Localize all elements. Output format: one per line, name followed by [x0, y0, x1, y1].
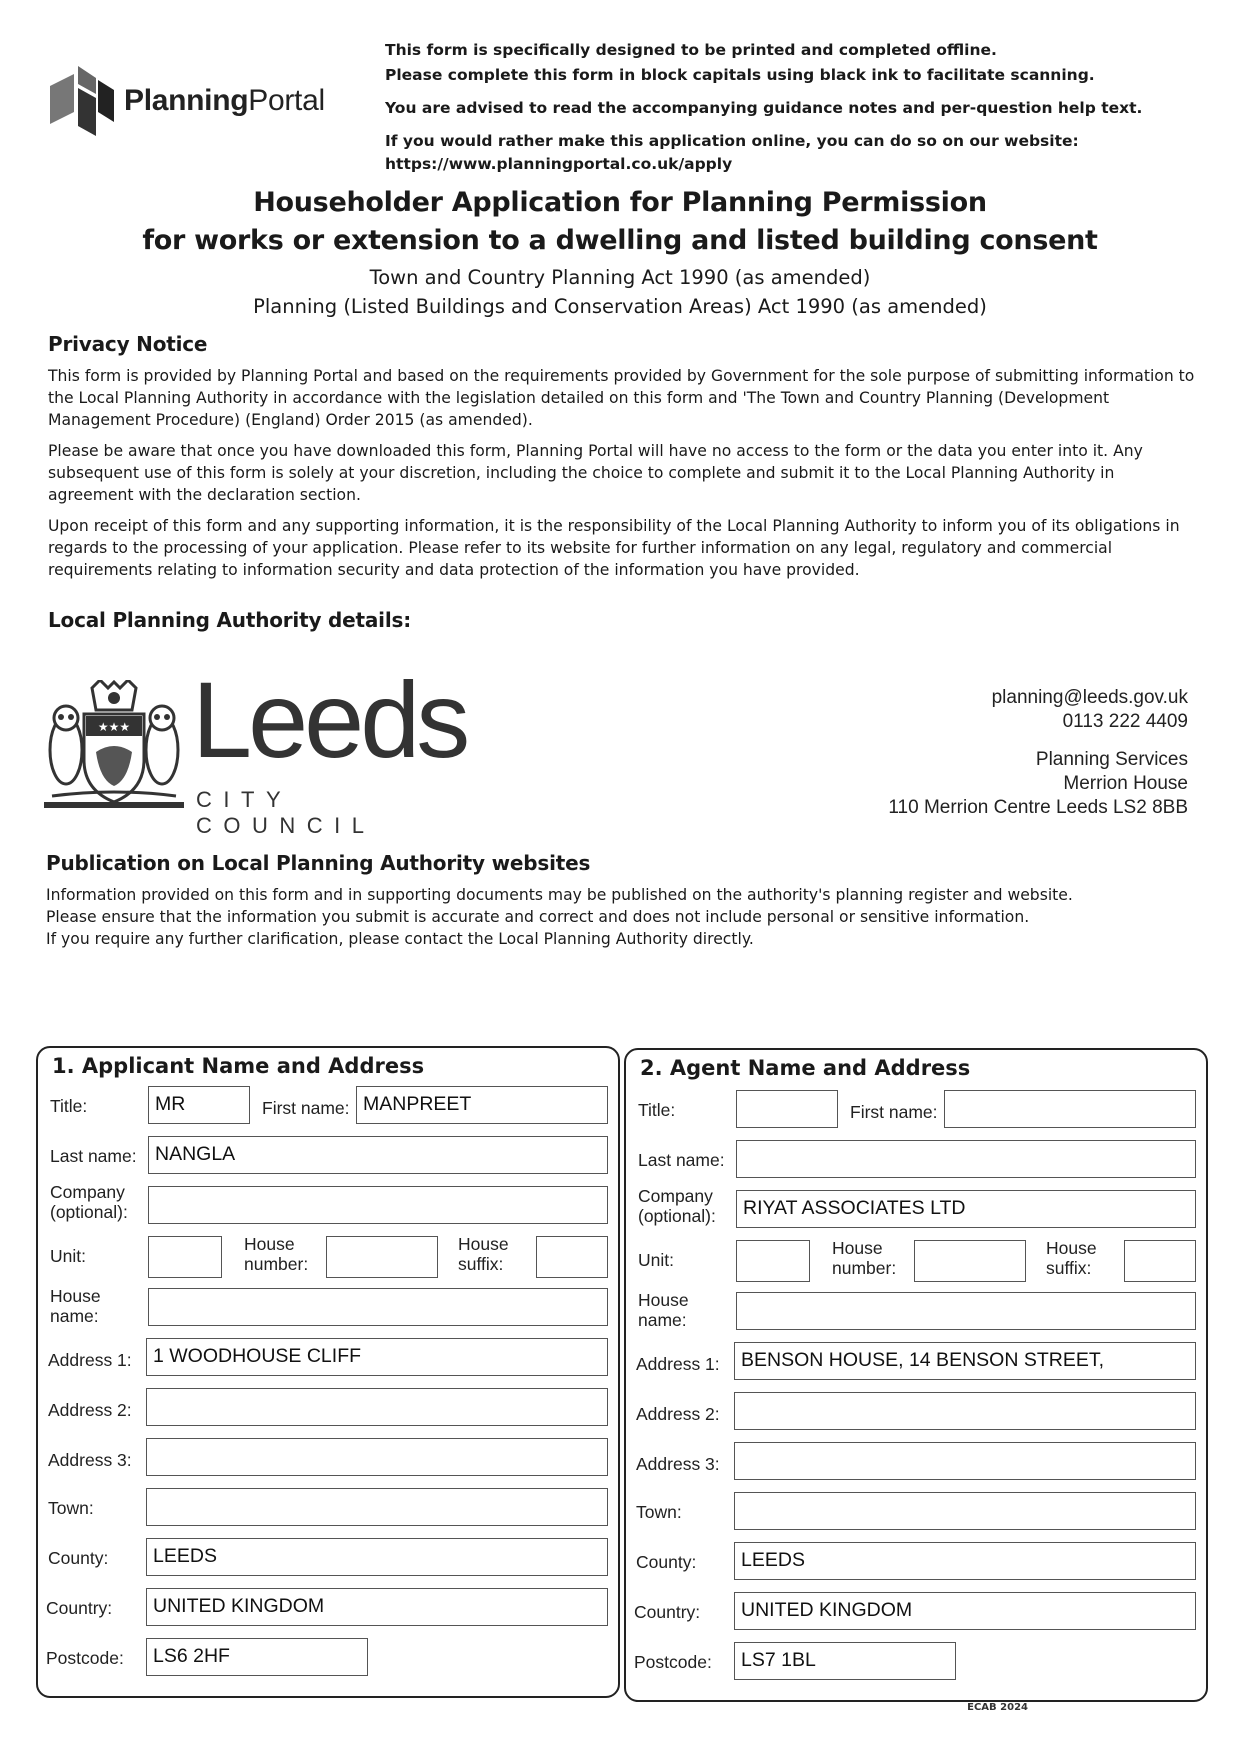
company-label	[638, 1186, 716, 1226]
leeds-crest-icon	[44, 680, 184, 812]
applicant-last-name-field[interactable]: NANGLA	[148, 1136, 608, 1174]
postcode-label: Postcode:	[634, 1652, 712, 1672]
house-number-label-line2: number:	[832, 1258, 897, 1278]
address2-label: Address 2:	[636, 1404, 720, 1424]
agent-house-number-field[interactable]	[914, 1240, 1026, 1282]
applicant-section	[36, 1046, 620, 1698]
instruction-url[interactable]: https://www.planningportal.co.uk/apply	[385, 155, 733, 173]
agent-heading: 2. Agent Name and Address	[640, 1056, 971, 1080]
lpa-email[interactable]: planning@leeds.gov.uk	[991, 687, 1188, 708]
applicant-postcode-field[interactable]: LS6 2HF	[146, 1638, 368, 1676]
applicant-title-field[interactable]: MR	[148, 1086, 250, 1124]
house-suffix-label	[1046, 1238, 1097, 1278]
address1-label: Address 1:	[636, 1354, 720, 1374]
privacy-paragraph-1: This form is provided by Planning Portal and based on the requirements provided by Government for the sole purpose of submitting information to the Local Planning Authority in accordance with the legislation detailed on this form and 'The Town and Country Planning (Development Management Procedure) (England) Order 2015 (as amended).	[48, 367, 1195, 429]
instruction-online: If you would rather make this application online, you can do so on our website:	[385, 132, 1079, 150]
applicant-address1-field[interactable]: 1 WOODHOUSE CLIFF	[146, 1338, 608, 1376]
agent-house-name-field[interactable]	[736, 1292, 1196, 1330]
publication-line-2: Please ensure that the information you submit is accurate and correct and does not include personal or sensitive information.	[46, 908, 1030, 926]
act-reference-2: Planning (Listed Buildings and Conservation Areas) Act 1990 (as amended)	[253, 295, 987, 318]
city-council-wordmark: CITY COUNCIL	[196, 787, 376, 838]
house-number-label	[832, 1238, 896, 1278]
house-name-label	[638, 1290, 689, 1330]
applicant-town-field[interactable]	[146, 1488, 608, 1526]
house-number-label-line2: number:	[244, 1254, 309, 1274]
agent-section	[624, 1048, 1208, 1702]
house-name-label-line2: name:	[50, 1306, 99, 1326]
publication-text	[46, 884, 1196, 950]
applicant-address3-field[interactable]	[146, 1438, 608, 1476]
lpa-phone: 0113 222 4409	[1062, 711, 1188, 732]
title-label: Title:	[50, 1096, 88, 1116]
privacy-heading: Privacy Notice	[48, 332, 208, 356]
town-label: Town:	[636, 1502, 682, 1522]
house-number-label-line1: House	[832, 1238, 883, 1258]
leeds-wordmark: Leeds	[192, 659, 467, 780]
house-number-label-line1: House	[244, 1234, 295, 1254]
agent-address3-field[interactable]	[734, 1442, 1196, 1480]
applicant-house-number-field[interactable]	[326, 1236, 438, 1278]
applicant-house-name-field[interactable]	[148, 1288, 608, 1326]
country-label: Country:	[634, 1602, 701, 1622]
agent-postcode-field[interactable]: LS7 1BL	[734, 1642, 956, 1680]
applicant-company-field[interactable]	[148, 1186, 608, 1224]
applicant-country-field[interactable]: UNITED KINGDOM	[146, 1588, 608, 1626]
house-name-label-line1: House	[638, 1290, 689, 1310]
applicant-unit-field[interactable]	[148, 1236, 222, 1278]
applicant-heading: 1. Applicant Name and Address	[52, 1054, 425, 1078]
house-suffix-label-line1: House	[1046, 1238, 1097, 1258]
lpa-contact	[888, 686, 1188, 820]
agent-unit-field[interactable]	[736, 1240, 810, 1282]
planning-portal-icon	[48, 64, 118, 144]
publication-line-3: If you require any further clarification, please contact the Local Planning Authority directly.	[46, 930, 754, 948]
applicant-house-suffix-field[interactable]	[536, 1236, 608, 1278]
country-label: Country:	[46, 1598, 113, 1618]
contact-spacer	[888, 734, 1188, 748]
company-label-line2: (optional):	[638, 1206, 716, 1226]
house-name-label-line2: name:	[638, 1310, 687, 1330]
address3-label: Address 3:	[636, 1454, 720, 1474]
county-label: County:	[636, 1552, 697, 1572]
agent-house-suffix-field[interactable]	[1124, 1240, 1196, 1282]
address3-label: Address 3:	[48, 1450, 132, 1470]
company-label-line2: (optional):	[50, 1202, 128, 1222]
company-label	[50, 1182, 128, 1222]
county-label: County:	[48, 1548, 109, 1568]
lpa-address-line1: Planning Services	[1035, 749, 1188, 770]
company-label-line1: Company	[50, 1182, 125, 1202]
house-suffix-label-line2: suffix:	[1046, 1258, 1092, 1278]
last-name-label: Last name:	[50, 1146, 137, 1166]
agent-first-name-field[interactable]	[944, 1090, 1196, 1128]
lpa-heading: Local Planning Authority details:	[48, 608, 411, 632]
page-title-line1: Householder Application for Planning Permission	[253, 187, 987, 218]
leeds-city-council-logo	[44, 659, 484, 838]
applicant-first-name-field[interactable]: MANPREET	[356, 1086, 608, 1124]
agent-country-field[interactable]: UNITED KINGDOM	[734, 1592, 1196, 1630]
lpa-address-line3: 110 Merrion Centre Leeds LS2 8BB	[888, 797, 1188, 818]
town-label: Town:	[48, 1498, 94, 1518]
instruction-block-capitals: Please complete this form in block capitals using black ink to facilitate scanning.	[385, 66, 1095, 84]
agent-last-name-field[interactable]	[736, 1140, 1196, 1178]
house-number-label	[244, 1234, 308, 1274]
agent-town-field[interactable]	[734, 1492, 1196, 1530]
agent-county-field[interactable]: LEEDS	[734, 1542, 1196, 1580]
page-title-line2: for works or extension to a dwelling and listed building consent	[142, 225, 1098, 256]
instruction-guidance: You are advised to read the accompanying guidance notes and per-question help text.	[385, 99, 1143, 117]
house-name-label-line1: House	[50, 1286, 101, 1306]
first-name-label: First name:	[262, 1098, 350, 1118]
privacy-paragraph-2: Please be aware that once you have downloaded this form, Planning Portal will have no access to the form or the data you enter into it. Any subsequent use of this form is solely at your discretion, including the choice to complete and submit it to the Local Planning Authority in agreement with the declaration section.	[48, 442, 1143, 504]
publication-heading: Publication on Local Planning Authority websites	[46, 851, 591, 875]
publication-line-1: Information provided on this form and in supporting documents may be published on the authority's planning register and website.	[46, 886, 1073, 904]
act-reference-1: Town and Country Planning Act 1990 (as amended)	[369, 266, 871, 289]
house-suffix-label-line1: House	[458, 1234, 509, 1254]
house-name-label	[50, 1286, 101, 1326]
agent-address2-field[interactable]	[734, 1392, 1196, 1430]
last-name-label: Last name:	[638, 1150, 725, 1170]
applicant-address2-field[interactable]	[146, 1388, 608, 1426]
privacy-paragraph-3: Upon receipt of this form and any supporting information, it is the responsibility of the Local Planning Authority to inform you of its obligations in regards to the processing of your application. Please refer to its website for further information on any legal, regulatory and commercial requirements relating to information security and data protection of the information you have provided.	[48, 517, 1180, 579]
title-label: Title:	[638, 1100, 676, 1120]
house-suffix-label-line2: suffix:	[458, 1254, 504, 1274]
address1-label: Address 1:	[48, 1350, 132, 1370]
address2-label: Address 2:	[48, 1400, 132, 1420]
planning-portal-wordmark: PlanningPortal	[124, 84, 325, 117]
agent-company-field[interactable]: RIYAT ASSOCIATES LTD	[736, 1190, 1196, 1228]
privacy-text	[48, 365, 1198, 581]
applicant-county-field[interactable]: LEEDS	[146, 1538, 608, 1576]
company-label-line1: Company	[638, 1186, 713, 1206]
planning-portal-logo	[48, 64, 348, 144]
agent-address1-field[interactable]: BENSON HOUSE, 14 BENSON STREET,	[734, 1342, 1196, 1380]
instruction-print: This form is specifically designed to be printed and completed offline.	[385, 41, 997, 59]
unit-label: Unit:	[638, 1250, 674, 1270]
house-suffix-label	[458, 1234, 509, 1274]
first-name-label: First name:	[850, 1102, 938, 1122]
postcode-label: Postcode:	[46, 1648, 124, 1668]
lpa-address-line2: Merrion House	[1063, 773, 1188, 794]
form-code: ECAB 2024	[967, 1702, 1028, 1713]
agent-title-field[interactable]	[736, 1090, 838, 1128]
svg-text:★★★: ★★★	[97, 720, 131, 734]
unit-label: Unit:	[50, 1246, 86, 1266]
